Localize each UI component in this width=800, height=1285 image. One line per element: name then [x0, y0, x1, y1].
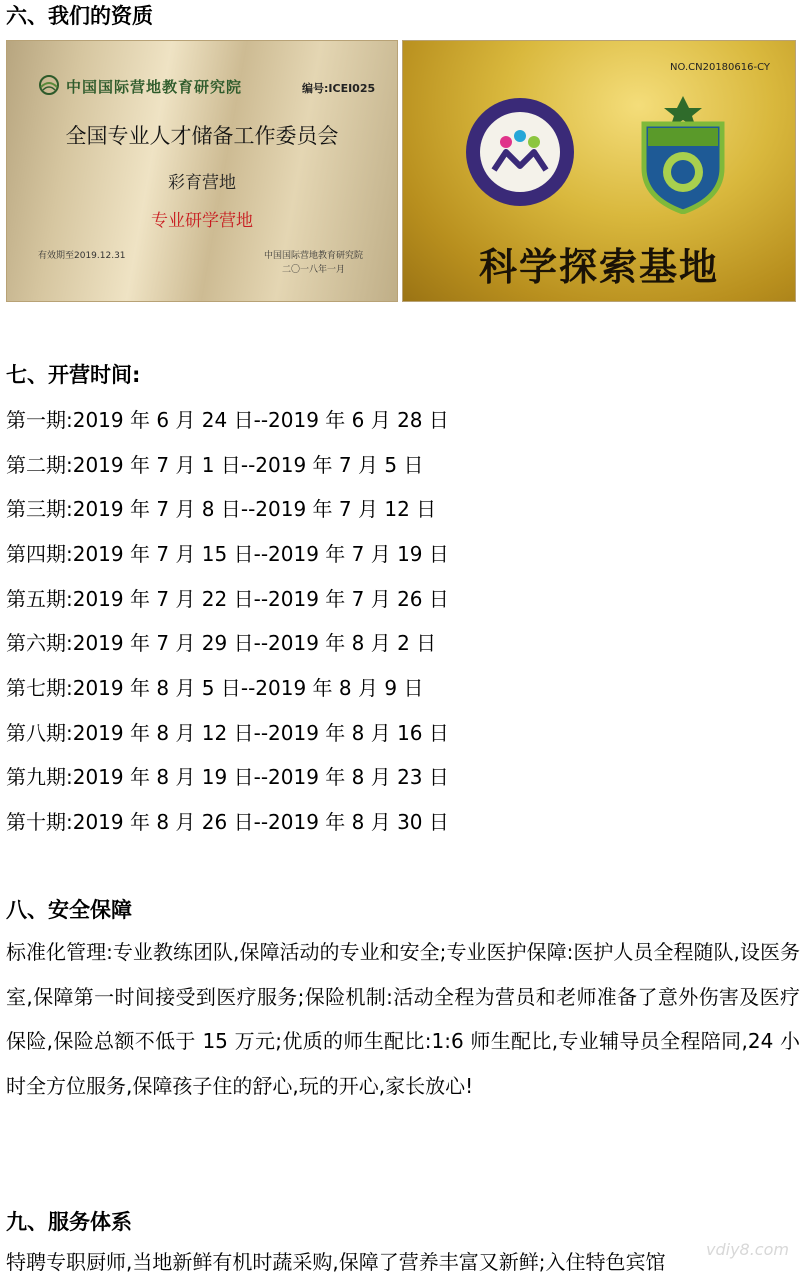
session-item: 第四期:2019 年 7 月 15 日--2019 年 7 月 19 日: [6, 542, 449, 566]
session-item: 第五期:2019 年 7 月 22 日--2019 年 7 月 26 日: [6, 587, 449, 611]
section-8-body: 标准化管理:专业教练团队,保障活动的专业和安全;专业医护保障:医护人员全程随队,设医务室,保障第一时间接受到医疗服务;保险机制:活动全程为营员和老师准备了意外伤害及医疗保险,保险总额不低于 15 万元;优质的师生配比:1:6 师生配比,专业辅导员全程陪同,24 小时全方位服务,保障孩子住的舒心,玩的开心,家长放心!: [6, 940, 800, 1098]
section-9-body: 特聘专职厨师,当地新鲜有机时蔬采购,保障了营养丰富又新鲜;入住特色宾馆: [6, 1250, 666, 1274]
section-7-heading: 七、开营时间:: [6, 363, 141, 387]
session-item: 第一期:2019 年 6 月 24 日--2019 年 6 月 28 日: [6, 408, 449, 432]
section-8-heading: 八、安全保障: [6, 898, 132, 922]
session-item: 第六期:2019 年 7 月 29 日--2019 年 8 月 2 日: [6, 631, 437, 655]
section-6-heading: 六、我们的资质: [6, 4, 153, 28]
plaque1-subtitle: 彩育营地: [168, 173, 236, 193]
caiyu-camp-shield-logo-icon: [638, 94, 728, 214]
plaque1-number: 编号:ICEI025: [302, 82, 376, 95]
session-item: 第三期:2019 年 7 月 8 日--2019 年 7 月 12 日: [6, 497, 437, 521]
plaque2-number: NO.CN20180616-CY: [670, 62, 771, 73]
plaque1-org-logo-text: 中国国际营地教育研究院: [66, 78, 243, 96]
plaque1-title: 全国专业人才储备工作委员会: [65, 124, 339, 148]
session-item: 第八期:2019 年 8 月 12 日--2019 年 8 月 16 日: [6, 721, 449, 745]
watermark-text: vdiy8.com: [706, 1240, 789, 1259]
plaque1-issue-date: 二〇一八年一月: [282, 265, 346, 275]
plaque2-title: 科学探索基地: [478, 245, 719, 289]
session-item: 第七期:2019 年 8 月 5 日--2019 年 8 月 9 日: [6, 676, 424, 700]
session-item: 第九期:2019 年 8 月 19 日--2019 年 8 月 23 日: [6, 765, 449, 789]
section-9-heading: 九、服务体系: [6, 1210, 132, 1234]
qualification-plaque-1: [6, 40, 398, 302]
qualification-plaque-2: [402, 40, 796, 302]
session-item: 第十期:2019 年 8 月 26 日--2019 年 8 月 30 日: [6, 810, 449, 834]
session-item: 第二期:2019 年 7 月 1 日--2019 年 7 月 5 日: [6, 453, 424, 477]
plaque1-valid-date: 有效期至2019.12.31: [38, 251, 126, 261]
globe-logo-icon: [38, 74, 60, 96]
plaque1-award: 专业研学营地: [151, 211, 253, 231]
plaque1-issuer: 中国国际营地教育研究院: [264, 251, 364, 261]
alliance-for-childhood-logo-icon: [464, 96, 576, 208]
